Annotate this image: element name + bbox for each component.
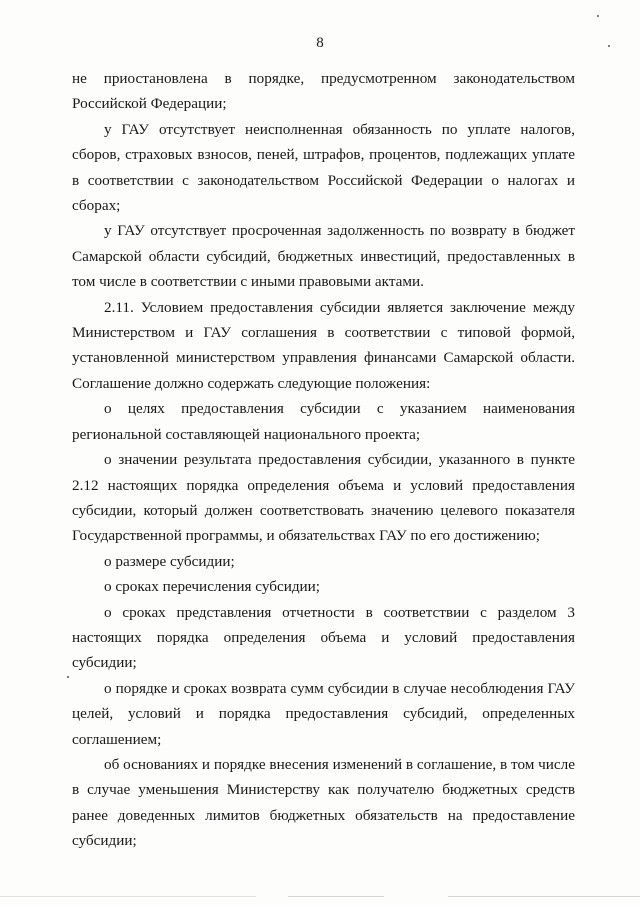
scan-speck: [608, 45, 610, 47]
paragraph: о значении результата предоставления субсидии, указанного в пункте 2.12 настоящих порядка определения объема и условий предоставления субсидии, который должен соответствовать значению целевого показателя Государственной программы, и обязательствах ГАУ по его достижению;: [72, 451, 575, 545]
paragraph: о сроках перечисления субсидии;: [104, 578, 321, 596]
paragraph: о размере субсидии;: [104, 552, 235, 570]
paragraph: у ГАУ отсутствует неисполненная обязанность по уплате налогов, сборов, страховых взносов, пеней, штрафов, процентов, подлежащих уплате в соответствии с законодательством Российской Федерации о налогах и сборах;: [72, 120, 575, 215]
scan-speck: [67, 676, 69, 678]
paragraph: об основаниях и порядке внесения изменений в соглашение, в том числе в случае уменьшения Министерству как получателю бюджетных средств ранее доведенных лимитов бюджетных обязательств на предоставление субсидии;: [72, 755, 575, 850]
scan-speck: [597, 15, 599, 17]
paragraph: у ГАУ отсутствует просроченная задолженность по возврату в бюджет Самарской области субсидий, бюджетных инвестиций, предоставленных в том числе в соответствии с иными правовыми актами.: [72, 222, 575, 291]
document-body: [72, 66, 575, 854]
page-number: 8: [316, 35, 324, 51]
paragraph: о сроках представления отчетности в соответствии с разделом 3 настоящих порядка определения объема и условий предоставления субсидии;: [72, 603, 575, 672]
scan-edge-line: [0, 896, 640, 897]
paragraph-continuation: не приостановлена в порядке, предусмотренном законодательством Российской Федерации;: [72, 70, 575, 113]
paragraph: о порядке и сроках возврата сумм субсидии в случае несоблюдения ГАУ целей, условий и порядка предоставления субсидий, определенных соглашением;: [72, 679, 575, 748]
paragraph-clause-2-11: 2.11. Условием предоставления субсидии является заключение между Министерством и ГАУ соглашения в соответствии с типовой формой, установленной министерством управления финансами Самарской области. Соглашение должно содержать следующие положения:: [72, 298, 575, 392]
paragraph: о целях предоставления субсидии с указанием наименования региональной составляющей национального проекта;: [72, 400, 575, 443]
